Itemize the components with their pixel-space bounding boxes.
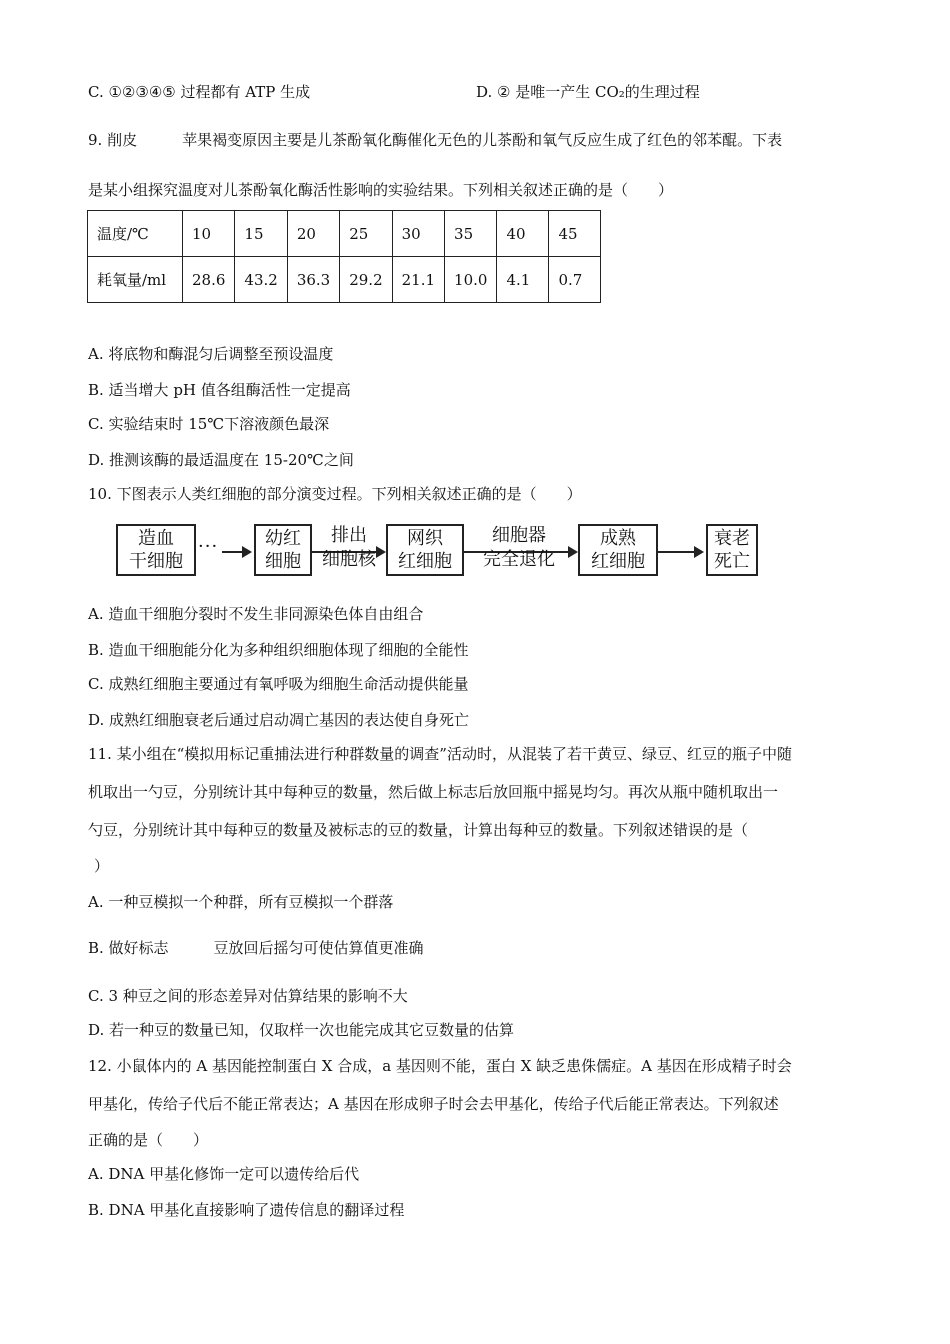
arrow-icon (222, 551, 250, 553)
q9-option-d: D. 推测该酶的最适温度在 15-20℃之间 (88, 451, 354, 469)
table-row-oxygen (88, 257, 601, 303)
box-text: 造血 (138, 528, 174, 549)
step-text: 细胞核 (322, 549, 376, 570)
table-row-temperature (88, 211, 601, 257)
q10-stem: 10. 下图表示人类红细胞的部分演变过程。下列相关叙述正确的是（ ） (88, 485, 582, 503)
step-label-enucleation (316, 524, 382, 572)
box-hematopoietic-stem-cell (116, 524, 196, 576)
q10-option-c: C. 成熟红细胞主要通过有氧呼吸为细胞生命活动提供能量 (88, 675, 469, 693)
box-text: 衰老 (714, 528, 750, 549)
table-cell: 20 (287, 211, 339, 257)
step-text: 排出 (331, 525, 367, 546)
table-cell: 30 (392, 211, 444, 257)
table-cell: 25 (340, 211, 392, 257)
box-text: 死亡 (714, 551, 750, 572)
q11-stem-line4: ） (94, 857, 110, 875)
box-text: 网织 (407, 528, 443, 549)
step-label-organelle-degradation (470, 524, 568, 572)
arrow-icon (658, 551, 702, 553)
table-cell: 45 (549, 211, 601, 257)
q10-option-d: D. 成熟红细胞衰老后通过启动凋亡基因的表达使自身死亡 (88, 711, 470, 729)
q11-stem-line3: 勺豆，分别统计其中每种豆的数量及被标志的豆的数量，计算出每种豆的数量。下列叙述错误的是（ (88, 821, 749, 839)
ellipsis: ··· (198, 536, 219, 557)
table-cell: 35 (445, 211, 497, 257)
q9-option-a: A. 将底物和酶混匀后调整至预设温度 (88, 345, 334, 363)
table-cell: 10 (183, 211, 235, 257)
q9-option-b: B. 适当增大 pH 值各组酶活性一定提高 (88, 381, 351, 399)
box-senescence-death (706, 524, 758, 576)
q11-stem-line1: 11. 某小组在“模拟用标记重捕法进行种群数量的调查”活动时，从混装了若干黄豆、绿豆、红豆的瓶子中随 (88, 745, 792, 763)
box-text: 细胞 (265, 551, 301, 572)
q8-option-d: D. ② 是唯一产生 CO₂的生理过程 (476, 83, 700, 101)
table-cell: 36.3 (287, 257, 339, 303)
q11-stem-line2: 机取出一勺豆，分别统计其中每种豆的数量，然后做上标志后放回瓶中摇晃均匀。再次从瓶中随机取出一 (88, 783, 779, 801)
table-cell: 15 (235, 211, 287, 257)
box-reticulocyte (386, 524, 464, 576)
box-text: 幼红 (265, 528, 301, 549)
q11-option-d: D. 若一种豆的数量已知，仅取样一次也能完成其它豆数量的估算 (88, 1021, 515, 1039)
q9-stem-line1: 9. 削皮 苹果褐变原因主要是儿茶酚氧化酶催化无色的儿茶酚和氧气反应生成了红色的邻苯醌。下表 (88, 131, 783, 149)
table-cell: 29.2 (340, 257, 392, 303)
q9-data-table (87, 210, 601, 303)
q12-stem-line3: 正确的是（ ） (88, 1131, 209, 1149)
q10-option-a: A. 造血干细胞分裂时不发生非同源染色体自由组合 (88, 605, 424, 623)
table-header-oxygen: 耗氧量/ml (88, 257, 183, 303)
q11-option-b: B. 做好标志 豆放回后摇匀可使估算值更准确 (88, 939, 424, 957)
table-cell: 40 (497, 211, 549, 257)
box-text: 红细胞 (591, 551, 645, 572)
q11-option-a: A. 一种豆模拟一个种群，所有豆模拟一个群落 (88, 893, 394, 911)
q8-option-c: C. ①②③④⑤ 过程都有 ATP 生成 (88, 83, 311, 101)
step-text: 完全退化 (483, 549, 555, 570)
q11-option-c: C. 3 种豆之间的形态差异对估算结果的影响不大 (88, 987, 408, 1005)
table-cell: 10.0 (445, 257, 497, 303)
table-cell: 0.7 (549, 257, 601, 303)
table-cell: 43.2 (235, 257, 287, 303)
q12-option-a: A. DNA 甲基化修饰一定可以遗传给后代 (88, 1165, 360, 1183)
q9-option-c: C. 实验结束时 15℃下溶液颜色最深 (88, 415, 330, 433)
box-text: 成熟 (600, 528, 636, 549)
table-cell: 28.6 (183, 257, 235, 303)
table-cell: 21.1 (392, 257, 444, 303)
q12-stem-line1: 12. 小鼠体内的 A 基因能控制蛋白 X 合成，a 基因则不能，蛋白 X 缺乏患侏儒症。A 基因在形成精子时会 (88, 1057, 792, 1075)
box-proerythroblast (254, 524, 312, 576)
step-text: 细胞器 (492, 525, 546, 546)
box-text: 干细胞 (129, 551, 183, 572)
q12-option-b: B. DNA 甲基化直接影响了遗传信息的翻译过程 (88, 1201, 405, 1219)
table-header-temperature: 温度/℃ (88, 211, 183, 257)
q10-flow-diagram (110, 520, 770, 582)
q12-stem-line2: 甲基化，传给子代后不能正常表达；A 基因在形成卵子时会去甲基化，传给子代后能正常表达。下列叙述 (88, 1095, 779, 1113)
table-cell: 4.1 (497, 257, 549, 303)
q10-option-b: B. 造血干细胞能分化为多种组织细胞体现了细胞的全能性 (88, 641, 469, 659)
box-mature-red-blood-cell (578, 524, 658, 576)
q9-stem-line2: 是某小组探究温度对儿茶酚氧化酶活性影响的实验结果。下列相关叙述正确的是（ ） (88, 181, 674, 199)
box-text: 红细胞 (398, 551, 452, 572)
